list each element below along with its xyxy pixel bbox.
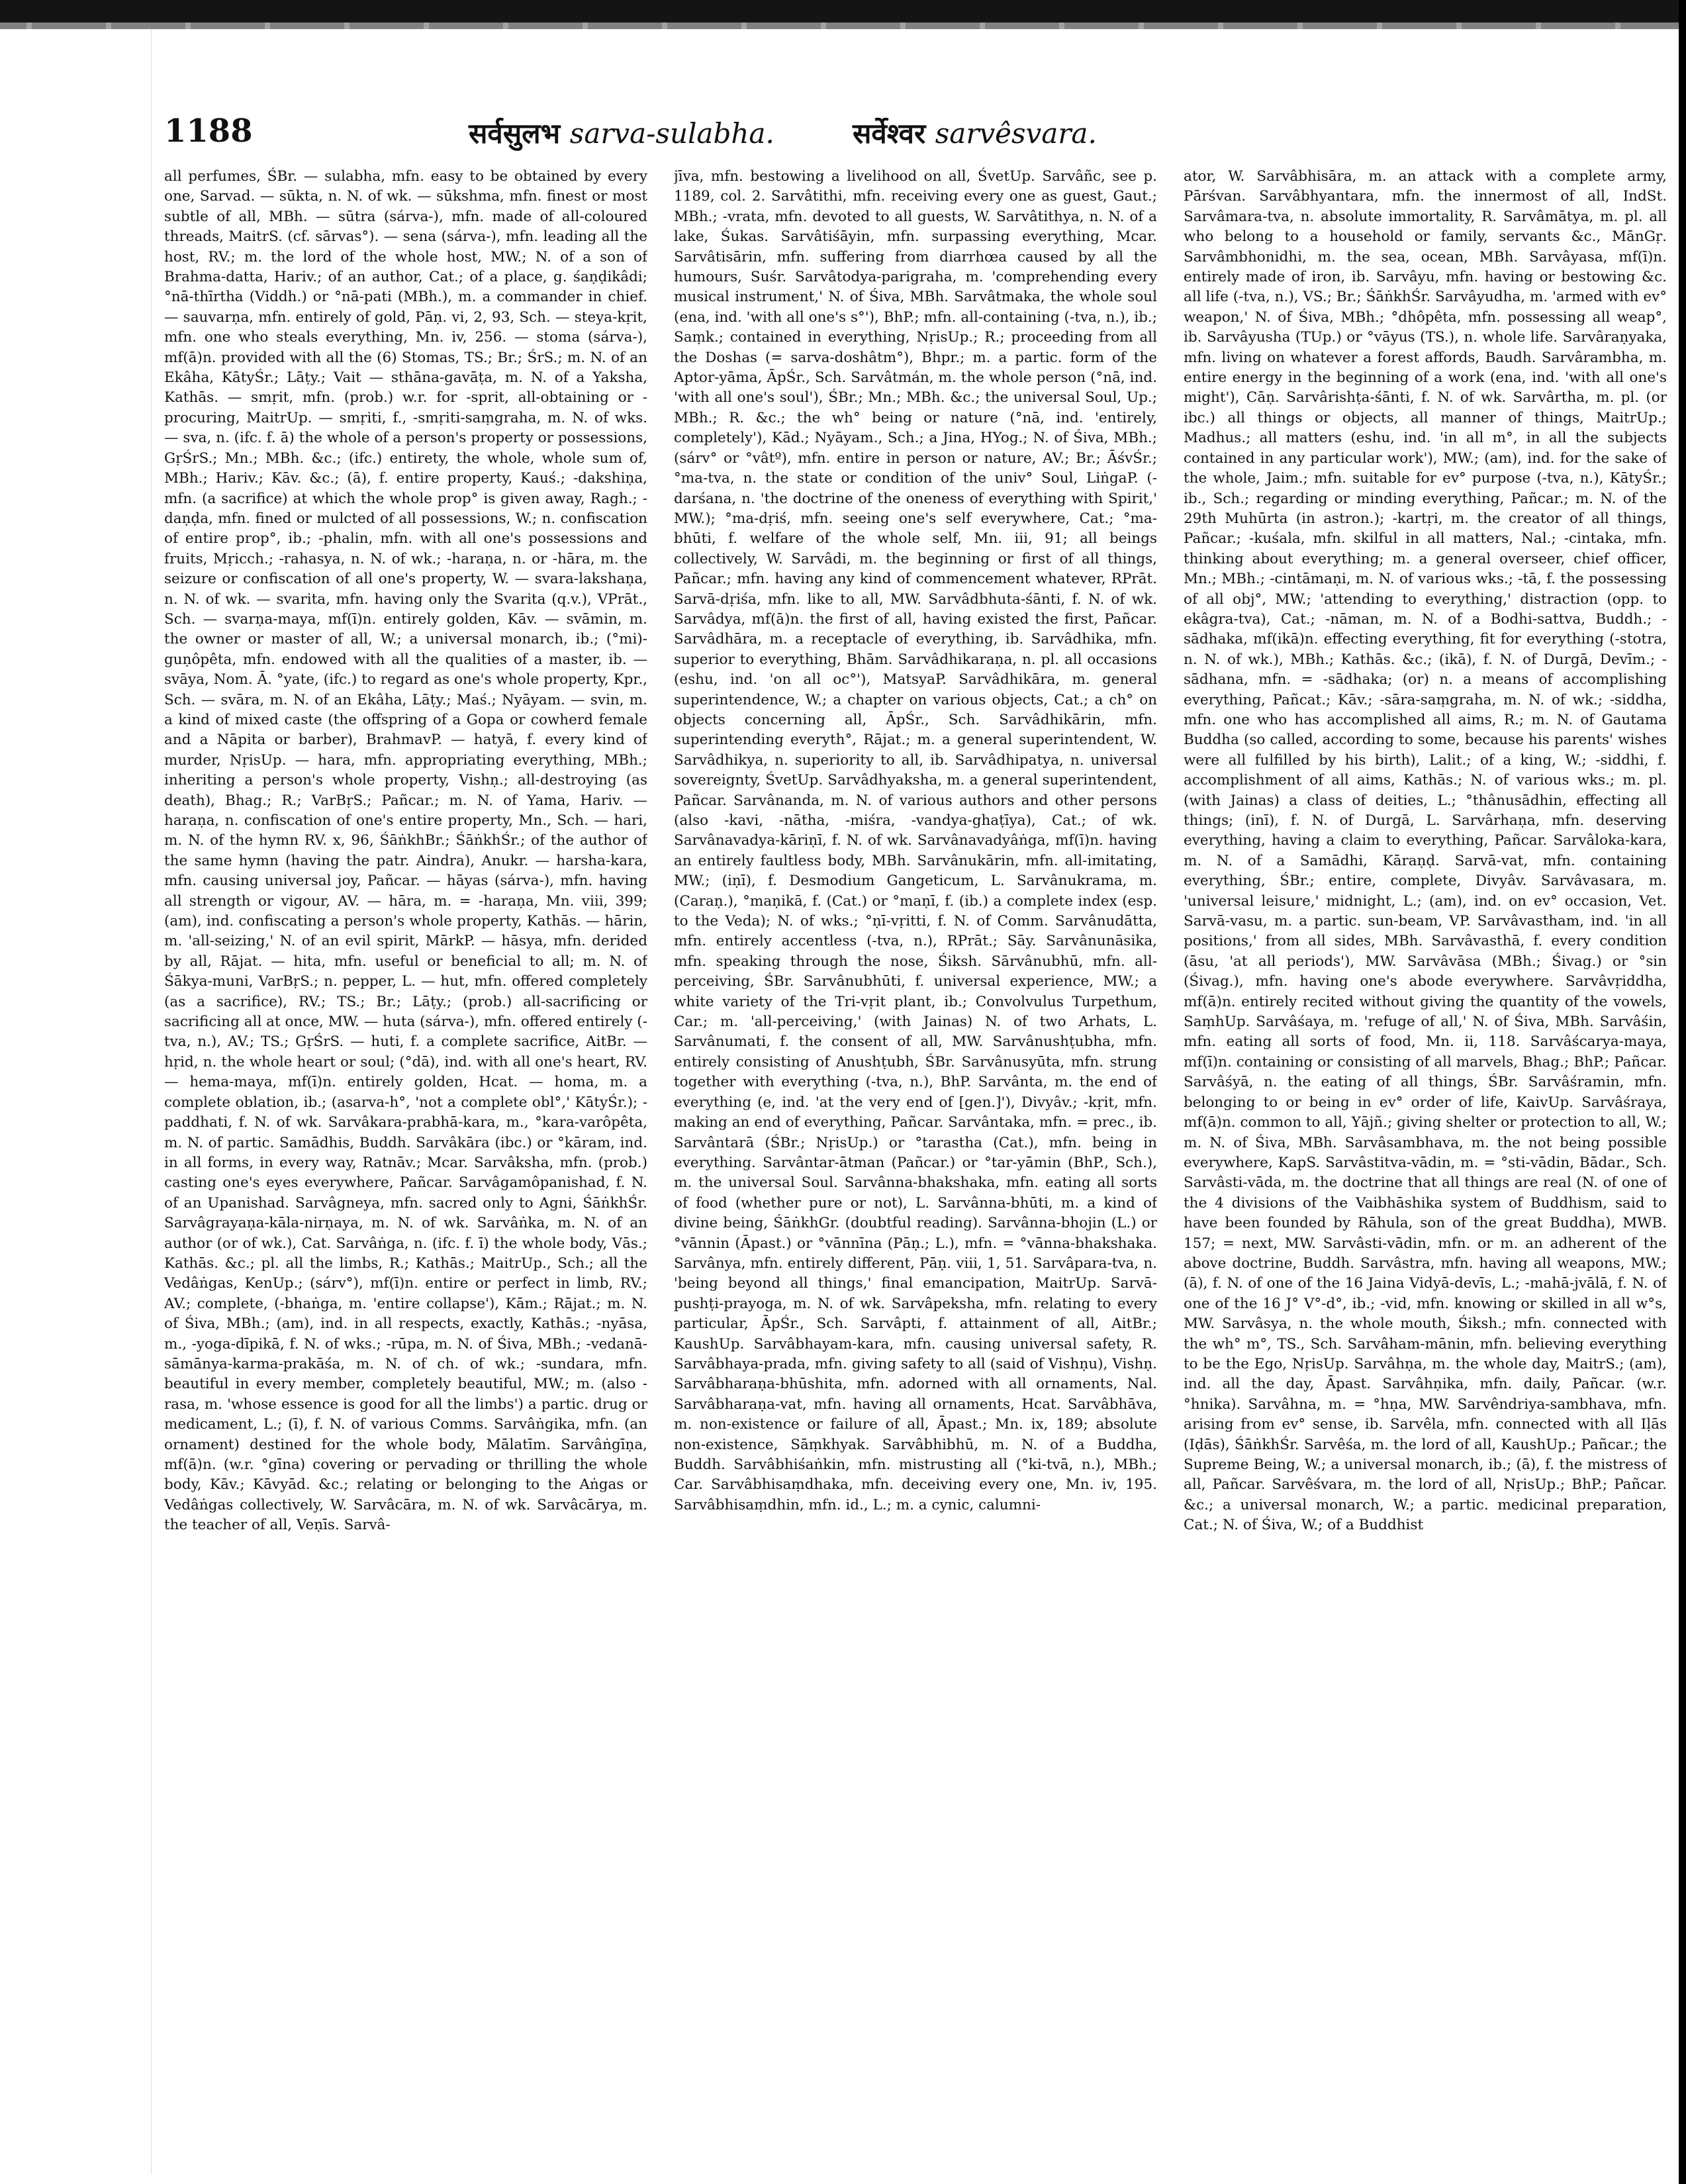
column-2-text: jīva, mfn. bestowing a livelihood on all, ŚvetUp. Sarvâñc, see p. 1189, col. 2. Sarvâtithi, mfn. receiving every one as guest, Gaut.; MBh.; -vrata, mfn. devoted to all guests, W. Sarvâtithya, n. N. of a lake, Śukas. Sarvâtiśāyin, mfn. surpassing everything, Mcar. Sarvâtisārin, mfn. suffering from diarrhœa caused by all the humours, Suśr. Sarvâtodya-parigraha, m. 'comprehending every musical instrument,' N. of Śiva, MBh. Sarvâtmaka, the whole soul (ena, ind. 'with all one's s°'), BhP.; mfn. all-containing (-tva, n.), ib.; Saṃk.; contained in everything, NṛisUp.; R.; proceeding from all the Doshas (= sarva-doshâtm°), Bhpr.; m. a partic. form of the Aptor-yāma, ĀpŚr., Sch. Sarvâtmán, m. the whole person (°nā, ind. 'with all one's soul'), ŚBr.; Mn.; MBh. &c.; the universal Soul, Up.; MBh.; R. &c.; the wh° being or nature (°nā, ind. 'entirely, completely'), Kād.; Nyāyam., Sch.; a Jina, HYog.; N. of Śiva, MBh.; (sárv° or °vâtº), mfn. entire in person or nature, AV.; Br.; ĀśvŚr.; °ma-tva, n. the state or condition of the univ° Soul, LiṅgaP. (-darśana, n. 'the doctrine of the oneness of everything with Spirit,' MW.); °ma-dṛiś, mfn. seeing one's self everywhere, Cat.; °ma-bhūti, f. welfare of the whole self, Mn. iii, 91; all beings collectively, W. Sarvâdi, m. the beginning or first of all things, Pañcar.; mfn. having any kind of commencement whatever, RPrāt. Sarvā-dṛiśa, mfn. like to all, MW. Sarvâdbhuta-śānti, f. N. of wk. Sarvâdya, mf(ā)n. the first of all, having existed the first, Pañcar. Sarvâdhāra, m. a receptacle of everything, ib. Sarvâdhika, mfn. superior to everything, Bhām. Sarvâdhikaraṇa, n. pl. all occasions (eshu, ind. 'on all oc°'), MatsyaP. Sarvâdhikāra, m. general superintendence, W.; a chapter on various objects, Cat.; a ch° on objects concerning all, ĀpŚr., Sch. Sarvâdhikārin, mfn. superintending everyth°, Rājat.; m. a general superintendent, W. Sarvâdhikya, n. superiority to all, ib. Sarvâdhipatya, n. universal sovereignty, ŚvetUp. Sarvâdhyaksha, m. a general superintendent, Pañcar. Sarvânanda, m. N. of various authors and other persons (also -kavi, -nātha, -miśra, -vandya-ghaṭīya), Cat.; of wk. Sarvânavadya-kāriṇī, f. N. of wk. Sarvânavadyâṅga, mf(ī)n. having an entirely faultless body, MBh. Sarvânukārin, mfn. all-imitating, MW.; (iṇī), f. Desmodium Gangeticum, L. Sarvânukrama, m. (Caraṇ.), °maṇikā, f. (Cat.) or °maṇī, f. (ib.) a complete index (esp. to the Veda); N. of wks.; °ṇī-vṛitti, f. N. of Comm. Sarvânudātta, mfn. entirely accentless (-tva, n.), RPrāt.; Sāy. Sarvânunāsika, mfn. speaking through the nose, Śiksh. Sārvânubhū, mfn. all-perceiving, ŚBr. Sarvânubhūti, f. universal experience, MW.; a white variety of the Tri-vṛit plant, ib.; Convolvulus Turpethum, Car.; m. 'all-perceiving,' (with Jainas) N. of two Arhats, L. Sarvânumati, f. the consent of all, MW. Sarvânushṭubha, mfn. entirely consisting of Anushṭubh, ŚBr. Sarvânusyūta, mfn. strung together with everything (-tva, n.), BhP. Sarvânta, m. the end of everything (e, ind. 'at the very end of [gen.]'), Divyâv.; -kṛit, mfn. making an end of everything, Pañcar. Sarvântaka, mfn. = prec., ib. Sarvântarā (ŚBr.; NṛisUp.) or °tarastha (Cat.), mfn. being in everything. Sarvântar-ātman (Pañcar.) or °tar-yāmin (BhP., Sch.), m. the universal Soul. Sarvânna-bhakshaka, mfn. eating all sorts of food (whether pure or not), L. Sarvânna-bhūti, m. a kind of divine being, ŚāṅkhGr. (doubtful reading). Sarvânna-bhojin (L.) or °vānnin (Āpast.) or °vānnīna (Pāṇ.; L.), mfn. = °vānna-bhakshaka. Sarvânya, mfn. entirely different, Pāṇ. viii, 1, 51. Sarvâpara-tva, n. 'being beyond all things,' final emancipation, MaitrUp. Sarvā-pushṭi-prayoga, m. N. of wk. Sarvâpeksha, mfn. relating to every particular, ĀpŚr., Sch. Sarvâpti, f. attainment of all, AitBr.; KaushUp. Sarvâbhayam-kara, mfn. causing universal safety, R. Sarvâbhaya-prada, mfn. giving safety to all (said of Vishṇu), Vishṇ. Sarvâbharaṇa-bhūshita, mfn. adorned with all ornaments, Nal. Sarvâbharaṇa-vat, mfn. having all ornaments, Hcat. Sarvâbhāva, m. non-existence or failure of all, Āpast.; Mn. ix, 189; absolute non-existence, Sāṃkhyak. Sarvâbhibhū, m. N. of a Buddha, Buddh. Sarvâbhiśaṅkin, mfn. mistrusting all (°ki-tvā, n.), MBh.; Car. Sarvâbhisaṃdhaka, mfn. deceiving every one, Mn. iv, 195. Sarvâbhisaṃdhin, mfn. id., L.; m. a cynic, calumni- (674, 168, 1157, 1513)
column-3-text: ator, W. Sarvâbhisāra, m. an attack with a complete army, Pārśvan. Sarvâbhyantara, mfn. the innermost of all, IndSt. Sarvâmara-tva, n. absolute immortality, R. Sarvâmātya, m. pl. all who belong to a household or family, servants &c., MānGṛ. Sarvâmbhonidhi, m. the sea, ocean, MBh. Sarvâyasa, mf(ī)n. entirely made of iron, ib. Sarvâyu, mfn. having or bestowing &c. all life (-tva, n.), VS.; Br.; ŚāṅkhŚr. Sarvâyudha, m. 'armed with ev° weapon,' N. of Śiva, MBh.; °dhôpêta, mfn. possessing all weap°, ib. Sarvâyusha (TUp.) or °vāyus (TS.), n. whole life. Sarvâraṇyaka, mfn. living on whatever a forest affords, Baudh. Sarvârambha, m. entire energy in the beginning of a work (ena, ind. 'with all one's might'), Cāṇ. Sarvârishṭa-śānti, f. N. of wk. Sarvârtha, m. pl. (or ibc.) all things or objects, all manner of things, MaitrUp.; Madhus.; all matters (eshu, ind. 'in all m°, in all the subjects contained in any particular work'), MW.; (am), ind. for the sake of the whole, Jaim.; mfn. suitable for ev° purpose (-tva, n.), KātyŚr.; ib., Sch.; regarding or minding everything, Pañcar.; m. N. of the 29th Muhūrta (in astron.); -kartṛi, m. the creator of all things, Pañcar.; -kuśala, mfn. skilful in all matters, Nal.; -cintaka, mfn. thinking about everything; m. a general overseer, chief officer, Mn.; MBh.; -cintāmaṇi, m. N. of various wks.; -tā, f. the possessing of all obj°, MW.; 'attending to everything,' distraction (opp. to ekâgra-tva), Cat.; -nāman, m. N. of a Bodhi-sattva, Buddh.; -sādhaka, mf(ikā)n. effecting everything, fit for everything (-stotra, n. N. of wk.), MBh.; Kathās. &c.; (ikā), f. N. of Durgā, Devīm.; -sādhana, mfn. = -sādhaka; (or) n. a means of accomplishing everything, Pañcat.; Kāv.; -sāra-saṃgraha, m. N. of wk.; -siddha, mfn. one who has accomplished all aims, R.; m. N. of Gautama Buddha (so called, according to some, because his parents' wishes were all fulfilled by his birth), Lalit.; of a king, W.; -siddhi, f. accomplishment of all aims, Kathās.; N. of various wks.; m. pl. (with Jainas) a class of deities, L.; °thânusādhin, effecting all things; (inī), f. N. of Durgā, L. Sarvârhaṇa, mfn. deserving everything, having a claim to everything, Pañcar. Sarvâloka-kara, m. N. of a Samādhi, Kāraṇḍ. Sarvā-vat, mfn. containing everything, ŚBr.; entire, complete, Divyâv. Sarvâvasara, m. 'universal leisure,' midnight, L.; (am), ind. on ev° occasion, Vet. Sarvā-vasu, m. a partic. sun-beam, VP. Sarvâvastham, ind. 'in all positions,' from all sides, MBh. Sarvâvasthā, f. every condition (āsu, 'at all periods'), MW. Sarvâvāsa (MBh.; Śivag.) or °sin (Śivag.), mfn. having one's abode everywhere. Sarvâvṛiddha, mf(ā)n. entirely recited without giving the quantity of the vowels, SaṃhUp. Sarvâśaya, m. 'refuge of all,' N. of Śiva, MBh. Sarvâśin, mfn. eating all sorts of food, Mn. ii, 118. Sarvâścarya-maya, mf(ī)n. containing or consisting of all marvels, Bhag.; BhP.; Pañcar. Sarvâśyā, n. the eating of all things, ŚBr. Sarvâśramin, mfn. belonging to or being in ev° order of life, KaivUp. Sarvâśraya, mf(ā)n. common to all, Yājñ.; giving shelter or protection to all, W.; m. N. of Śiva, MBh. Sarvâsambhava, m. the not being possible everywhere, KapS. Sarvâstitva-vādin, m. = °sti-vādin, Bādar., Sch. Sarvâsti-vāda, m. the doctrine that all things are real (N. of one of the 4 divisions of the Vaibhāshika system of Buddhism, said to have been founded by Rāhula, son of the great Buddha), MWB. 157; = next, MW. Sarvâsti-vādin, mfn. or m. an adherent of the above doctrine, Buddh. Sarvâstra, mfn. having all weapons, MW.; (ā), f. N. of one of the 16 Jaina Vidyā-devīs, L.; -mahā-jvālā, f. N. of one of the 16 J° V°-d°, ib.; -vid, mfn. knowing or skilled in all w°s, MW. Sarvâsya, n. the whole mouth, Śiksh.; mfn. connected with the wh° m°, TS., Sch. Sarvâham-mānin, mfn. believing everything to be the Ego, NṛisUp. Sarvâhṇa, m. the whole day, MaitrS.; (am), ind. all the day, Āpast. Sarvâhṇika, mfn. daily, Pañcar. (w.r. °hnika). Sarvâhna, m. = °hṇa, MW. Sarvêndriya-sambhava, mfn. arising from ev° sense, ib. Sarvêla, mfn. connected with all Iḷās (Iḍās), ŚāṅkhŚr. Sarvêśa, m. the lord of all, KaushUp.; Pañcar.; the Supreme Being, W.; a universal monarch, ib.; (ā), f. the mistress of all, Pañcar. Sarvêśvara, m. the lord of all, NṛisUp.; BhP.; Pañcar. &c.; a universal monarch, W.; a partic. medicinal preparation, Cat.; N. of Śiva, W.; of a Buddhist (1184, 168, 1667, 1534)
running-head-right (853, 114, 1097, 152)
page-gutter-line (151, 29, 152, 2174)
column-2 (674, 167, 1157, 2160)
page-header (164, 113, 1686, 159)
dictionary-body (164, 167, 1680, 2160)
running-head-right-devanagari: सर्वेश्वर (853, 117, 926, 150)
running-head-left-roman: sarva-sulabha. (569, 117, 774, 150)
column-1 (164, 167, 647, 2160)
page-number: 1188 (164, 113, 253, 150)
scan-top-border (0, 0, 1686, 23)
running-head-left-devanagari: सर्वसुलभ (469, 117, 561, 150)
column-1-text: all perfumes, ŚBr. — sulabha, mfn. easy to be obtained by every one, Sarvad. — sūkta, n. N. of wk. — sūkshma, mfn. finest or most subtle of all, MBh. — sūtra (sárva-), mfn. made of all-coloured threads, MaitrS. (cf. sārvas°). — sena (sárva-), mfn. leading all the host, RV.; m. the lord of the whole host, MW.; N. of a son of Brahma-datta, Hariv.; of an author, Cat.; of a place, g. śaṇḍikâdi; °nā-thīrtha (Viddh.) or °nā-pati (MBh.), m. a commander in chief. — sauvarṇa, mfn. entirely of gold, Pāṇ. vi, 2, 93, Sch. — steya-kṛit, mfn. one who steals everything, Mn. iv, 256. — stoma (sárva-), mf(ā)n. provided with all the (6) Stomas, TS.; Br.; ŚrS.; m. N. of an Ekâha, KātyŚr.; Lāṭy.; Vait — sthāna-gavāṭa, m. N. of a Yaksha, Kathās. — smṛit, mfn. (prob.) w.r. for -sprit, all-obtaining or -procuring, MaitrUp. — smṛiti, f., -smṛiti-saṃgraha, m. N. of wks. — sva, n. (ifc. f. ā) the whole of a person's property or possessions, GṛŚrS.; Mn.; MBh. &c.; (ifc.) entirety, the whole, whole sum of, MBh.; Hariv.; Kāv. &c.; (ā), f. entire property, Kauś.; -dakshiṇa, mfn. (a sacrifice) at which the whole prop° is given away, Ragh.; -daṇḍa, mfn. fined or mulcted of all possessions, W.; n. confiscation of entire prop°, ib.; -phalin, mfn. with all one's possessions and fruits, Mṛicch.; -rahasya, n. N. of wk.; -haraṇa, n. or -hāra, m. the seizure or confiscation of all one's property, W. — svara-lakshaṇa, n. N. of wk. — svarita, mfn. having only the Svarita (q.v.), VPrāt., Sch. — svarṇa-maya, mf(ī)n. entirely golden, Kāv. — svāmin, m. the owner or master of all, W.; a universal monarch, ib.; (°mi)-guṇôpêta, mfn. endowed with all the qualities of a master, ib. — svāya, Nom. Ā. °yate, (ifc.) to regard as one's whole property, Kpr., Sch. — svāra, m. N. of an Ekâha, Lāṭy.; Maś.; Nyāyam. — svin, m. a kind of mixed caste (the offspring of a Gopa or cowherd female and a Nāpita or barber), BrahmavP. — hatyā, f. every kind of murder, NṛisUp. — hara, mfn. appropriating everything, MBh.; inheriting a person's whole property, Vishṇ.; all-destroying (as death), Bhag.; R.; VarBṛS.; Pañcar.; m. N. of Yama, Hariv. — haraṇa, n. confiscation of one's entire property, Mn., Sch. — hari, m. N. of the hymn RV. x, 96, ŚāṅkhBr.; ŚāṅkhŚr.; of the author of the same hymn (having the patr. Aindra), Anukr. — harsha-kara, mfn. causing universal joy, Pañcar. — hāyas (sárva-), mfn. having all strength or vigour, AV. — hāra, m. = -haraṇa, Mn. viii, 399; (am), ind. confiscating a person's whole property, Kathās. — hārin, m. 'all-seizing,' N. of an evil spirit, MārkP. — hāsya, mfn. derided by all, Rājat. — hita, mfn. useful or beneficial to all; m. N. of Śākya-muni, VarBṛS.; n. pepper, L. — hut, mfn. offered completely (as a sacrifice), RV.; TS.; Br.; Lāṭy.; (prob.) all-sacrificing or sacrificing all at once, MW. — huta (sárva-), mfn. offered entirely (-tva, n.), AV.; TS.; GṛŚrS. — huti, f. a complete sacrifice, AitBr. — hṛid, n. the whole heart or soul; (°dā), ind. with all one's heart, RV. — hema-maya, mf(ī)n. entirely golden, Hcat. — homa, m. a complete oblation, ib.; (asarva-h°, 'not a complete obl°,' KātyŚr.); -paddhati, f. N. of wk. Sarvâkara-prabhā-kara, m., °kara-varôpêta, m. N. of partic. Samādhis, Buddh. Sarvâkāra (ibc.) or °kāram, ind. in all forms, in every way, Ratnāv.; Mcar. Sarvâksha, mfn. (prob.) casting one's eyes everywhere, Pañcar. Sarvâgamôpanishad, f. N. of an Upanishad. Sarvâgneya, mfn. sacred only to Agni, ŚāṅkhŚr. Sarvâgrayaṇa-kāla-nirṇaya, m. N. of wk. Sarvâṅka, m. N. of an author (or of wk.), Cat. Sarvâṅga, n. (ifc. f. ī) the whole body, Vās.; Kathās. &c.; pl. all the limbs, R.; Kathās.; MaitrUp., Sch.; all the Vedâṅgas, KenUp.; (sárv°), mf(ī)n. entire or perfect in limb, RV.; AV.; complete, (-bhaṅga, m. 'entire collapse'), Kām.; Rājat.; m. N. of Śiva, MBh.; (am), ind. in all respects, exactly, Kathās.; -nyāsa, m., -yoga-dīpikā, f. N. of wks.; -rūpa, m. N. of Śiva, MBh.; -vedanā-sāmānya-karma-prakāśa, m. N. of ch. of wk.; -sundara, mfn. beautiful in every member, completely beautiful, MW.; m. (also -rasa, m. 'whose essence is good for all the limbs') a partic. drug or medicament, L.; (ī), f. N. of various Comms. Sarvâṅgika, mfn. (an ornament) destined for the whole body, Mālatīm. Sarvâṅgīṇa, mf(ā)n. (w.r. °gīna) covering or pervading or thrilling the whole body, Kāv.; Kāvyād. &c.; relating or belonging to the Aṅgas or Vedâṅgas collectively, W. Sarvâcāra, m. N. of wk. Sarvâcārya, m. the teacher of all, Veṇīs. Sarvâ- (164, 168, 647, 1534)
running-head-right-roman: sarvêsvara. (935, 117, 1097, 150)
column-3 (1184, 167, 1667, 2160)
running-head-left (469, 114, 774, 152)
